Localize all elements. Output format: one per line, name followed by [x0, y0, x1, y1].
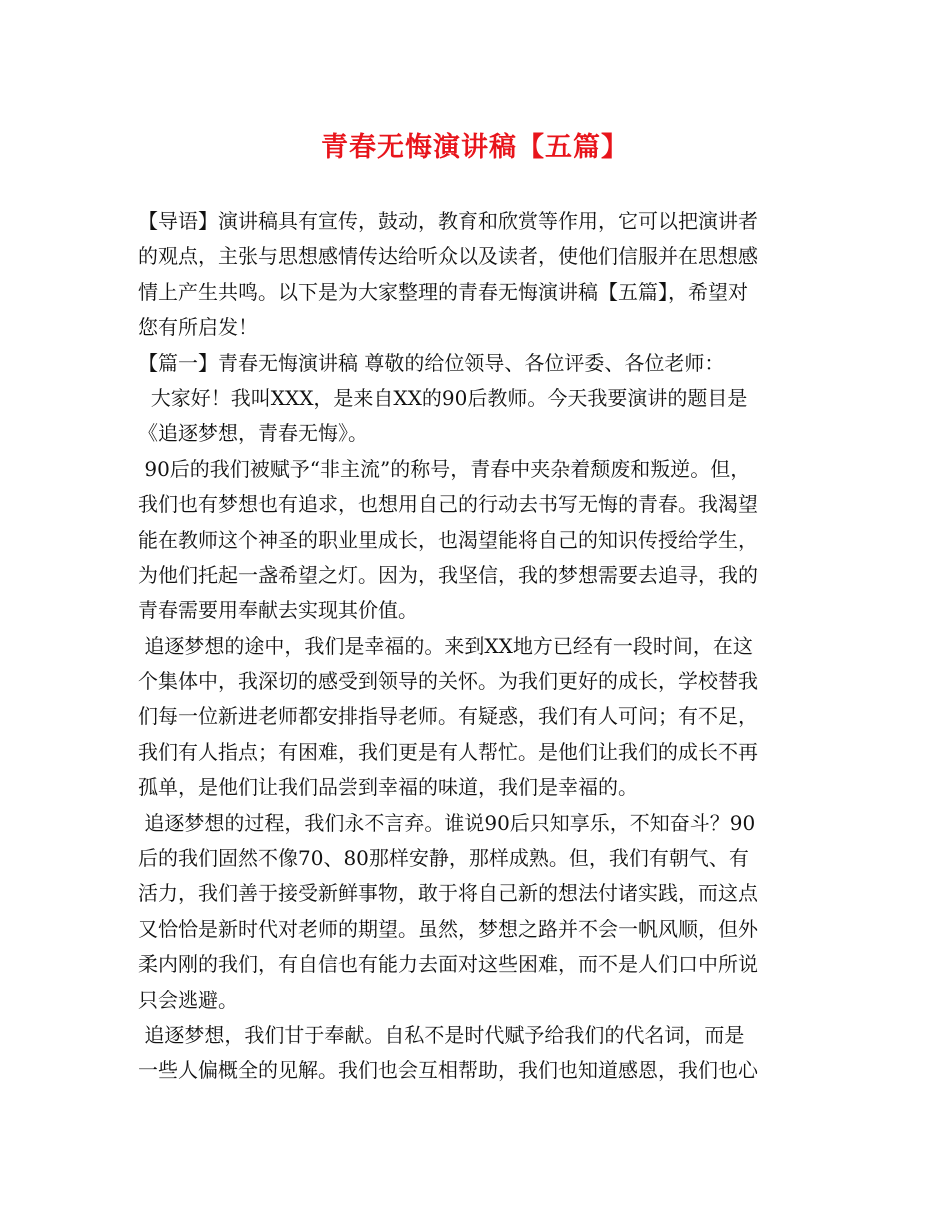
text-line: 的观点，主张与思想感情传达给听众以及读者，使他们信服并在思想感: [138, 244, 758, 269]
text-line: 【篇一】青春无悔演讲稿 尊敬的给位领导、各位评委、各位老师：: [138, 350, 725, 375]
text-line: 90后的我们被赋予“非主流”的称号，青春中夹杂着颓废和叛逆。但，: [138, 456, 751, 481]
text-line: 孤单，是他们让我们品尝到幸福的味道，我们是幸福的。: [138, 775, 638, 800]
text-line: 活力，我们善于接受新鲜事物，敢于将自己新的想法付诸实践，而这点: [138, 881, 758, 906]
document-title: 青春无悔演讲稿【五篇】: [321, 132, 629, 163]
text-line: 又恰恰是新时代对老师的期望。虽然，梦想之路并不会一帆风顺，但外: [138, 916, 758, 941]
text-line: 大家好！我叫XXX，是来自XX的90后教师。今天我要演讲的题目是: [138, 385, 748, 410]
text-line: 能在教师这个神圣的职业里成长，也渴望能将自己的知识传授给学生，: [138, 527, 758, 552]
text-line: 我们也有梦想也有追求，也想用自己的行动去书写无悔的青春。我渴望: [138, 492, 758, 517]
text-line: 《追逐梦想，青春无悔》。: [138, 421, 368, 446]
text-line: 追逐梦想的途中，我们是幸福的。来到XX地方已经有一段时间，在这: [138, 633, 753, 658]
text-line: 一些人偏概全的见解。我们也会互相帮助，我们也知道感恩，我们也心: [138, 1058, 758, 1083]
text-line: 后的我们固然不像70、80那样安静，那样成熟。但，我们有朝气、有: [138, 846, 749, 871]
text-line: 您有所启发！: [138, 315, 258, 340]
text-line: 【导语】演讲稿具有宣传，鼓动，教育和欣赏等作用，它可以把演讲者: [138, 209, 758, 233]
text-line: 情上产生共鸣。以下是为大家整理的青春无悔演讲稿【五篇】，希望对: [138, 279, 748, 304]
text-line: 只会逃避。: [138, 987, 238, 1012]
text-line: 为他们托起一盏希望之灯。因为，我坚信，我的梦想需要去追寻，我的: [138, 562, 758, 587]
text-line: 柔内刚的我们，有自信也有能力去面对这些困难，而不是人们口中所说: [138, 952, 758, 977]
text-line: 我们有人指点；有困难，我们更是有人帮忙。是他们让我们的成长不再: [138, 739, 758, 764]
text-line: 个集体中，我深切的感受到领导的关怀。为我们更好的成长，学校替我: [138, 669, 758, 694]
text-line: 们每一位新进老师都安排指导老师。有疑惑，我们有人可问；有不足，: [138, 704, 758, 729]
document-body: [138, 204, 838, 1089]
text-line: 青春需要用奉献去实现其价值。: [138, 598, 418, 623]
text-line: 追逐梦想，我们甘于奉献。自私不是时代赋予给我们的代名词，而是: [138, 1022, 745, 1047]
text-line: 追逐梦想的过程，我们永不言弃。谁说90后只知享乐，不知奋斗？90: [138, 810, 756, 835]
